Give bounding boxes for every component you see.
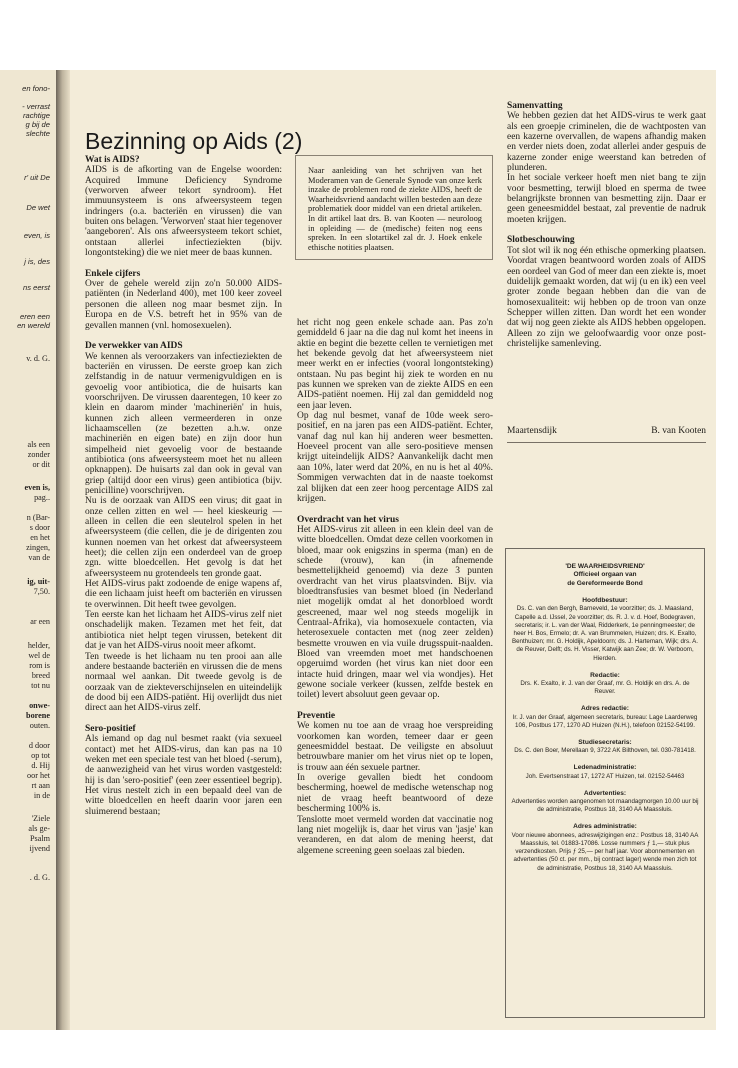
section-text: Joh. Evertsenstraat 17, 1272 AT Huizen, tel. 02152-54463 bbox=[525, 772, 685, 780]
adjacent-page-text: n (Bar- bbox=[26, 513, 50, 522]
adjacent-page-text: even is, bbox=[24, 483, 50, 492]
adjacent-page-text: als ge- bbox=[28, 824, 50, 833]
section-heading: Samenvatting bbox=[507, 101, 563, 111]
section-heading: Wat is AIDS? bbox=[85, 155, 140, 165]
article-signature bbox=[507, 426, 706, 436]
adjacent-page-text: r' uit De bbox=[24, 173, 50, 182]
adjacent-page-text: 7,50. bbox=[33, 587, 50, 596]
section-heading: Overdracht van het virus bbox=[297, 514, 399, 525]
section-title: Ledenadministratie: bbox=[573, 764, 637, 772]
adjacent-page-text: slechte bbox=[25, 129, 50, 138]
intro-box bbox=[295, 155, 493, 260]
section-title: Redactie: bbox=[590, 671, 620, 679]
colophon-section bbox=[510, 823, 700, 872]
adjacent-page-text: rt aan bbox=[31, 781, 50, 790]
paragraph: AIDS is de afkorting van de Engelse woorden: Acquired Immune Deficiency Syndrome (verworven afweer tekort syndroom). Het immuunsysteem is ons afweersysteem tegen indringers (o.a. bacteriën en virussen) die van buiten ons belagen. 'Verworven' staat hier tegenover 'aangeboren'. Als ons afweersysteem tekort schiet, ontstaan allerlei infectieziekten (bijv. longontsteking) die we niet meer de baas kunnen. bbox=[85, 165, 282, 259]
adjacent-page-text: ijvend bbox=[29, 844, 50, 853]
section-heading: Sero-positief bbox=[85, 723, 136, 734]
adjacent-page-text: wel de bbox=[28, 651, 50, 660]
paragraph: In overige gevallen biedt het condoom bescherming, hoewel de medische wetenschap nog niet de vraag heeft beantwoord of deze bescherming 100% is. bbox=[297, 773, 493, 815]
paragraph-gap bbox=[297, 701, 493, 711]
adjacent-page-text: Psalm bbox=[29, 834, 50, 843]
section-text: Advertenties worden aangenomen tot maandagmorgen 10.00 uur bij de administratie, Postbus 18, 3140 AA Maassluis. bbox=[511, 798, 699, 814]
adjacent-page-text: or dit bbox=[32, 460, 50, 469]
adjacent-page-text: en fono- bbox=[22, 84, 50, 93]
adjacent-page-text: op tot bbox=[31, 751, 50, 760]
adjacent-page-text: j is, des bbox=[24, 257, 50, 266]
publisher-line: 'DE WAARHEIDSVRIEND' bbox=[565, 563, 645, 570]
adjacent-page-text: d. Hij bbox=[31, 761, 50, 770]
paragraph: Tot slot wil ik nog één ethische opmerking plaatsen. Voordat vragen beantwoord worden zoals of AIDS een oordeel van God of meer dan een ziekte is, moet duidelijk gemaakt worden, dat wij (u en ik) een veel groter zonde begaan hebben dan die van de homosexualiteit: wij hebben op de troon van onze Schepper willen zitten. Dan wordt het een wonder dat wij nog geen ziekte als AIDS hebben opgelopen. Alleen zo zijn we geloofwaardig voor onze post-christelijke samenleving. bbox=[507, 245, 706, 349]
colophon-section bbox=[510, 739, 700, 755]
adjacent-page-text: s door bbox=[29, 523, 50, 532]
adjacent-page-text: breed bbox=[31, 671, 50, 680]
paragraph: Het AIDS-virus pakt zodoende de enige wapens af, die een lichaam juist heeft om bacteriën en virussen te overwinnen. Dit heeft twee gevolgen. bbox=[85, 579, 282, 610]
paragraph-gap bbox=[85, 258, 282, 268]
adjacent-page-text: zonder bbox=[27, 450, 50, 459]
paragraph-gap bbox=[85, 714, 282, 724]
adjacent-page-text: - verrast bbox=[22, 102, 50, 111]
paragraph-gap bbox=[85, 331, 282, 341]
adjacent-page-text: ig, uit- bbox=[27, 577, 50, 586]
colophon-publisher bbox=[510, 563, 700, 588]
article-column-1 bbox=[85, 155, 282, 817]
section-heading: Slotbeschouwing bbox=[507, 235, 575, 246]
colophon-section bbox=[510, 764, 700, 780]
section-title: Studiesecretaris: bbox=[578, 739, 632, 747]
section-title: Adres administratie: bbox=[573, 823, 637, 831]
publisher-line: Officieel orgaan van bbox=[573, 571, 637, 579]
paragraph: Ten eerste kan het lichaam het AIDS-virus zelf niet onschadelijk maken. Tezamen met het feit, dat antibiotica niet helpt tegen virussen, betekent dit dat je van het AIDS-virus nooit meer afkomt. bbox=[85, 610, 282, 652]
colophon-section bbox=[510, 672, 700, 697]
section-text: Ir. J. van der Graaf, algemeen secretaris, bureau: Lage Laarderweg 106, Postbus 177, 1270 AD Huizen (N.H.), telefoon 02152-54199. bbox=[512, 713, 698, 729]
colophon-section bbox=[510, 597, 700, 663]
paragraph: In het sociale verkeer hoeft men niet bang te zijn voor besmetting, terwijl bloed en sperma de twee belangrijkste bronnen van besmetting zijn. Daar er geen geneesmiddel bestaat, zal preventie de nadruk moeten krijgen. bbox=[507, 173, 706, 225]
section-heading: Preventie bbox=[297, 711, 336, 722]
adjacent-page-text: onwe- bbox=[29, 701, 50, 710]
adjacent-page-text: rachtige bbox=[22, 111, 50, 120]
section-heading: Enkele cijfers bbox=[85, 268, 141, 279]
adjacent-page-text: oor het bbox=[27, 771, 50, 780]
paragraph: Nu is de oorzaak van AIDS een virus; dit gaat in onze cellen zitten en wel — heel kieskeurig — alleen in cellen die een sleutelrol spelen in het afweersysteem (die cellen, die je de dirigenten zou kunnen noemen van het orkest dat afweersysteem heet); die cellen zijn een onderdeel van de groep zgn. witte bloedcellen. Het gevolg is dat het afweersysteem nu grotendeels ten gronde gaat. bbox=[85, 496, 282, 579]
paragraph-gap bbox=[297, 504, 493, 514]
paragraph: Over de gehele wereld zijn zo'n 50.000 AIDS-patiënten (in Nederland 400), met 100 keer zoveel personen die alleen nog maar besmet zijn. In Europa en de V.S. betreft het in 95% van de gevallen mannen (vnl. homosexuelen). bbox=[85, 279, 282, 331]
paragraph: het richt nog geen enkele schade aan. Pas zo'n gemiddeld 6 jaar na die dag nul komt het ineens in aktie en begint die bezette cellen te vernietigen met het bekende gevolg dat het afweersysteem niet meer werkt en er infecties (vooral longontsteking) ontstaan. Nu pas begint hij ziek te worden en nu pas kunnen we spreken van de ziekte AIDS en een AIDS-patiënt noemen. Hij zal dan gemiddeld nog een jaar leven. bbox=[297, 318, 493, 411]
colophon-box bbox=[505, 548, 705, 1018]
section-title: Advertenties: bbox=[583, 789, 627, 797]
paragraph: We kennen als veroorzakers van infectieziekten de bacteriën en virussen. De eerste groep kan zich zelfstandig in de natuur vermenigvuldigen en is gevoelig voor antibiotica, die de huisarts kan voorschrijven. De virussen daarentegen, 10 keer zo klein en daarom minder 'machineriën' in huis, kunnen zich alleen vermeerderen in onze lichaamscellen (ze bezetten a.h.w. onze machineriën en eigen bate) en zijn door hun simpelheid niet gevoelig voor de bestaande antibiotica (ons afweersysteem moet het nu alleen opknappen). De huisarts zal dan ook in geval van griep (altijd door een virus) geen antibiotica (bijv. penicilline) voorschrijven. bbox=[85, 351, 282, 496]
publisher-line: de Gereformeerde Bond bbox=[567, 579, 643, 587]
section-text: Ds. C. van den Bergh, Barneveld, 1e voorzitter; ds. J. Maasland, Capelle a.d. IJssel, 2e voorzitter; ds. R. J. v. d. Hoef, Bodegraven, secretaris; ir. L. van der Waal, Ridderkerk, 1e penningmeester; de heer H. Bos, Ermelo; dr. A. van Brummelen, Huizen; drs. K. Exalto, Benthuizen; mr. G. Holdijk, Apeldoorn; ds. J. Harteman, Wijk; drs. A. de Reuver, Delft; ds. H. Visser, Katwijk aan Zee; dr. W. Verboom, Hierden. bbox=[511, 605, 699, 662]
section-title: Hoofdbestuur: bbox=[582, 597, 628, 605]
article-column-3 bbox=[507, 101, 706, 349]
adjacent-page-text: . d. G. bbox=[29, 873, 50, 882]
section-title: Adres redactie: bbox=[580, 705, 629, 713]
adjacent-page-text: outen. bbox=[29, 721, 50, 730]
signature-place: Maartensdijk bbox=[507, 426, 557, 436]
paragraph: We komen nu toe aan de vraag hoe verspreiding voorkomen kan worden, temeer daar er geen geneesmiddel bestaat. De veiligste en absoluut betrouwbare manier om het virus niet op te lopen, is trouw aan één sexuele partner. bbox=[297, 721, 493, 773]
adjacent-page-text: als een bbox=[27, 440, 50, 449]
adjacent-page-text: d door bbox=[28, 741, 50, 750]
article-title: Bezinning op Aids (2) bbox=[85, 128, 303, 154]
adjacent-page-text: eren een bbox=[20, 312, 50, 321]
paragraph: Ten tweede is het lichaam nu ten prooi aan alle andere bestaande bacteriën en virussen die de mens normaal wel aankan. Dit tweede gevolg is de oorzaak van de ziekteverschijnselen en uiteindelijk de dood bij een AIDS-patiënt. Hij overlijdt dus niet direct aan het AIDS-virus zelf. bbox=[85, 651, 282, 714]
adjacent-page-text: borene bbox=[26, 711, 50, 720]
adjacent-page-text: 'Ziele bbox=[31, 814, 50, 823]
section-heading: De verwekker van AIDS bbox=[85, 341, 183, 352]
adjacent-page-text: in de bbox=[33, 791, 50, 800]
paragraph: Tenslotte moet vermeld worden dat vaccinatie nog lang niet mogelijk is, daar het virus van 'jasje' kan veranderen, en dat alom de mening heerst, dat algemene screening geen soelaas zal bieden. bbox=[297, 814, 493, 856]
adjacent-page-text: ns eerst bbox=[22, 283, 50, 292]
adjacent-page-text: g bij de bbox=[25, 120, 50, 129]
section-text: Ds. C. den Boer, Merellaan 9, 3722 AK Bilthoven, tel. 030-781418. bbox=[514, 747, 696, 755]
section-text: Drs. K. Exalto, ir. J. van der Graaf, mr. G. Holdijk en drs. A. de Reuver. bbox=[520, 680, 690, 696]
paragraph: Het AIDS-virus zit alleen in een klein deel van de witte bloedcellen. Omdat deze cellen voorkomen in bloed, maar ook enigszins in sperma (man) en de schede (vrouw), kan (in afnemende besmettelijkheid genoemd) via deze 3 punten overdracht van het virus plaatsvinden. Bijv. via bloedtransfusies van besmet bloed (in Nederland niet mogelijk omdat al het donorbloed wordt gescreened, maar wel nog steeds mogelijk in Centraal-Afrika), via homosexuele contacten, via heterosexuele contacten met (nog zeer zelden) besmette vrouwen en via vuile drugsspuit-naalden. Bloed van vreemden moet met handschoenen opgeruimd worden (het virus kan niet door een intacte huid dringen, maar wel via wondjes). Het gewone sociale verkeer (kussen, zelfde bestek en toilet) levert absoluut geen gevaar op. bbox=[297, 524, 493, 701]
paragraph: We hebben gezien dat het AIDS-virus te werk gaat als een groepje criminelen, die de wachtposten van een kazerne overvallen, de wapens afhandig maken en verder niets doen, zodat allerlei ander gespuis de kazerne zonder enige weerstand kan betreden of plunderen. bbox=[507, 111, 706, 174]
adjacent-page-text: even, is bbox=[23, 231, 50, 240]
section-text: Voor nieuwe abonnees, adreswijzigingen enz.: Postbus 18, 3140 AA Maassluis, tel. 01883-17086. Losse nummers ƒ 1,— stuk plus verzendkosten. Prijs ƒ 25,— per half jaar. Voor abonnementen en advertenties (50 ct. per mm., bij contract lager) wende men zich tot de administratie, Postbus 18, 3140 AA Maassluis. bbox=[511, 831, 699, 872]
paragraph: Als iemand op dag nul besmet raakt (via sexueel contact) met het AIDS-virus, dan kan pas na 10 weken met een speciale test van het bloed (-serum), de aanwezigheid van het virus worden vastgesteld: hij is dan 'sero-positief' (een zeer essentieel begrip). Het virus nestelt zich in een bepaald deel van de witte bloedcellen en heeft daarin voor jaren een sluimerend bestaan; bbox=[85, 734, 282, 817]
adjacent-page-text: pag.. bbox=[34, 493, 50, 502]
paragraph: Op dag nul besmet, vanaf de 10de week sero-positief, en na jaren pas een AIDS-patiënt. Echter, vanaf dag nul kan hij anderen weer besmetten. Hoeveel procent van alle sero-positieve mensen krijgt uiteindelijk AIDS? Aanvankelijk dacht men aan 10%, later werd dat 20%, en nu is het al 40%. Sommigen verwachten dat in de naaste toekomst zal blijken dat een zeer hoog percentage AIDS zal krijgen. bbox=[297, 411, 493, 504]
adjacent-page-text: rom is bbox=[29, 661, 50, 670]
adjacent-page-text: De wet bbox=[26, 203, 50, 212]
adjacent-page-text: tot nu bbox=[31, 681, 50, 690]
adjacent-page-text: van de bbox=[28, 553, 50, 562]
divider bbox=[507, 442, 706, 443]
page-spine bbox=[56, 70, 70, 1030]
adjacent-page-strip bbox=[0, 70, 62, 1030]
paragraph-gap bbox=[507, 225, 706, 235]
article-column-2 bbox=[297, 318, 493, 856]
adjacent-page-text: zingen, bbox=[26, 543, 50, 552]
signature-author: B. van Kooten bbox=[651, 426, 706, 436]
adjacent-page-text: en wereld bbox=[17, 321, 50, 330]
adjacent-page-text: v. d. G. bbox=[26, 354, 50, 363]
intro-text: Naar aanleiding van het schrijven van het Moderamen van de Generale Synode van onze kerk inzake de problemen rond de ziekte AIDS, heeft de Waarheidsvriend aandacht willen besteden aan deze problematiek door middel van een drietal artikelen. In dit artikel laat drs. B. van Kooten — neuroloog in opleiding — de (medische) feiten nog eens spreken. In een slotartikel zal dr. J. Hoek enkele ethische notities plaatsen. bbox=[308, 166, 482, 252]
colophon-section bbox=[510, 790, 700, 815]
adjacent-page-text: ar een bbox=[30, 617, 50, 626]
adjacent-page-text: helder, bbox=[27, 641, 50, 650]
adjacent-page-text: en het bbox=[30, 533, 50, 542]
colophon-section bbox=[510, 705, 700, 730]
